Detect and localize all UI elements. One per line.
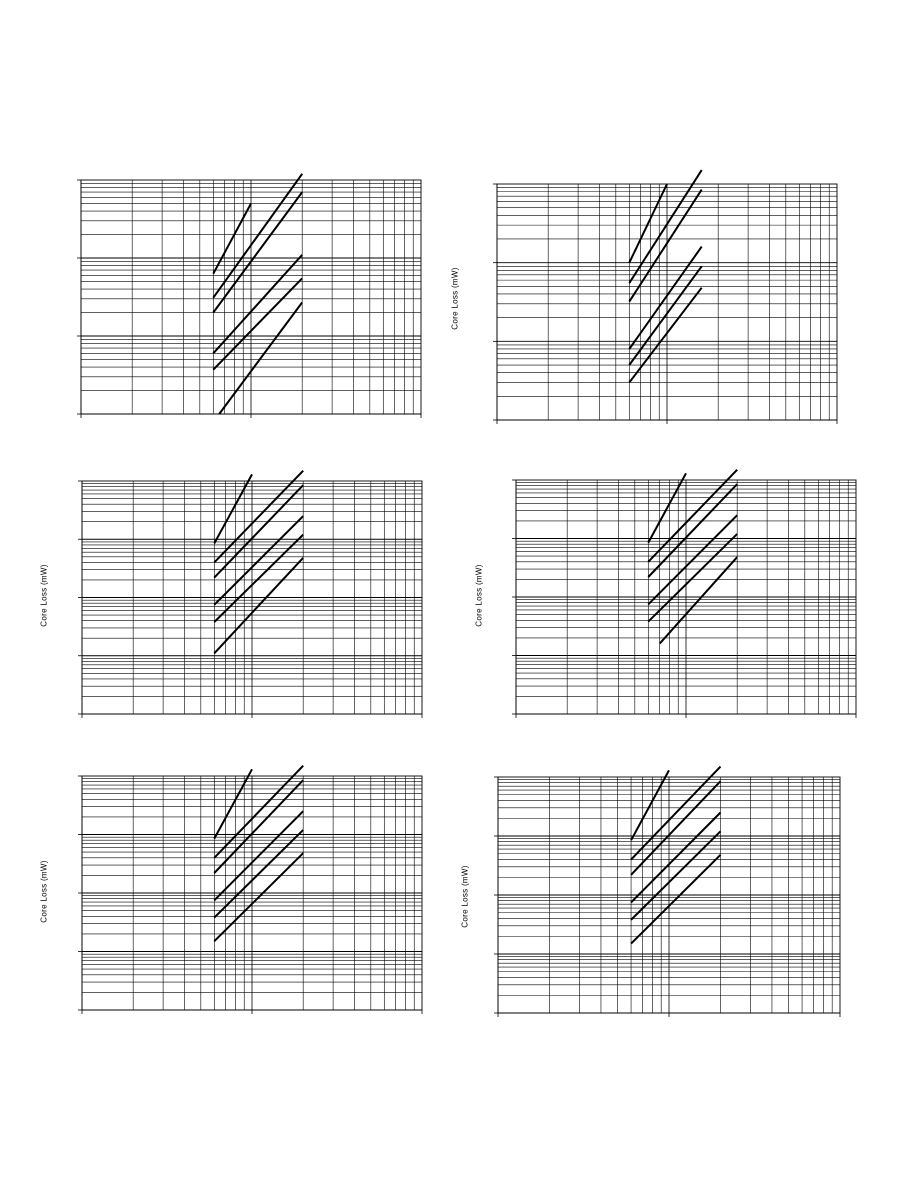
y-axis-label: Core Loss (mW) xyxy=(474,564,484,627)
series-line-1 xyxy=(631,770,669,840)
y-axis-label: Core Loss (mW) xyxy=(39,564,49,627)
series-line-4 xyxy=(631,813,720,903)
y-axis-label: Core Loss (mW) xyxy=(39,860,49,923)
grid xyxy=(498,777,840,1013)
y-axis-label: Core Loss (mW) xyxy=(460,865,470,928)
series-line-3 xyxy=(631,781,720,875)
y-axis-label: Core Loss (mW) xyxy=(450,267,460,330)
series-line-6 xyxy=(631,855,720,944)
